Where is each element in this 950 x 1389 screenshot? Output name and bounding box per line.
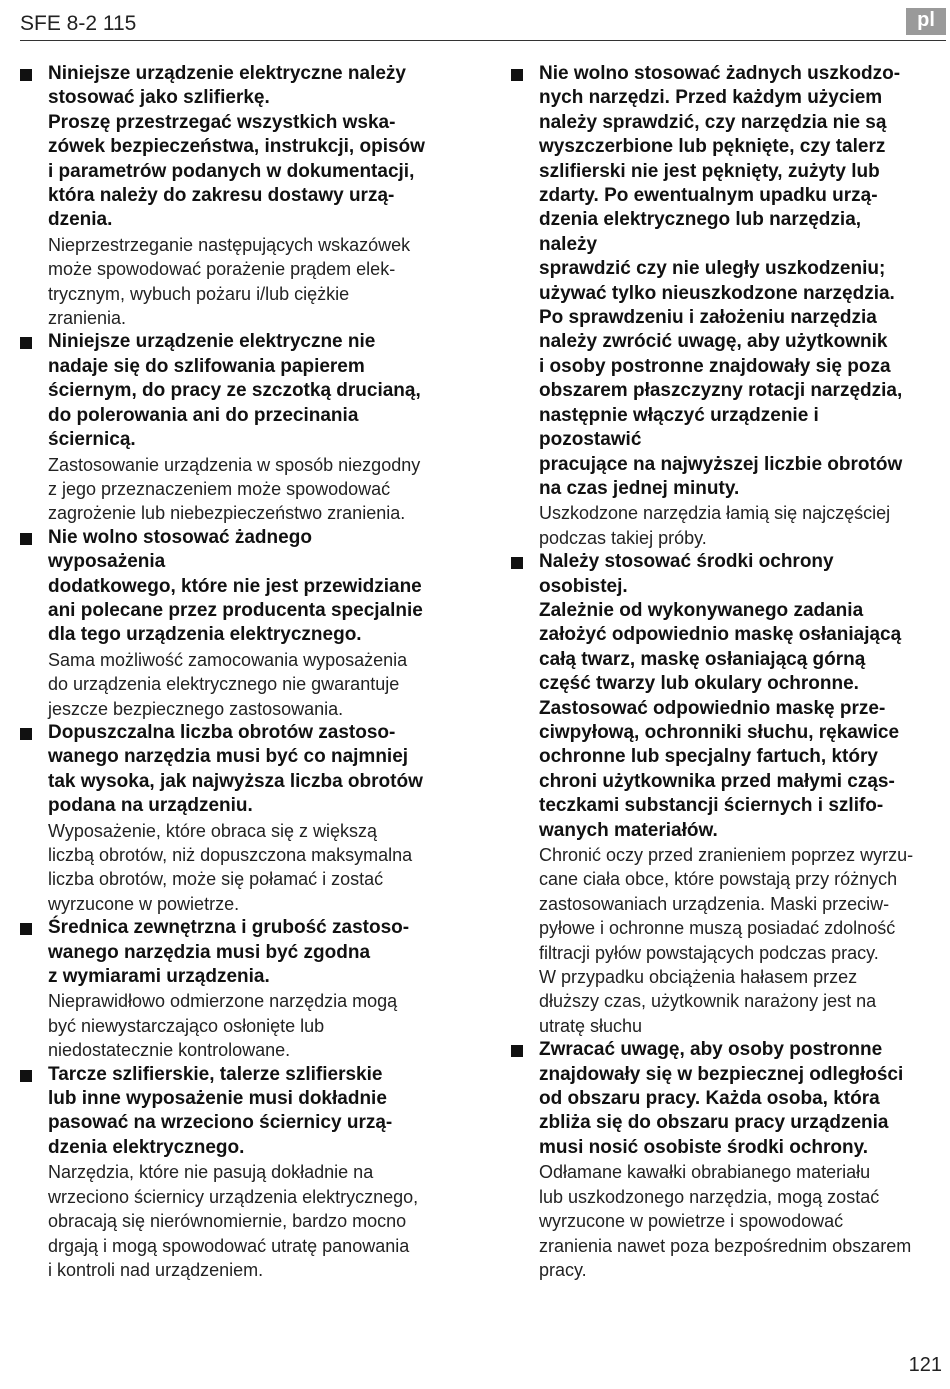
instruction-line: i parametrów podanych w dokumentacji, <box>48 160 415 182</box>
instruction-line: Zastosować odpowiednio maskę prze- <box>539 697 886 719</box>
instruction-line: wanych materiałów. <box>539 819 718 841</box>
instruction-line: Nie wolno stosować żadnego wyposażenia <box>48 526 312 573</box>
list-item <box>511 62 923 550</box>
explanation-line: być niewystarczająco osłonięte lub <box>48 1015 325 1036</box>
explanation-line: zagrożenie lub niebezpieczeństwo zranienia. <box>48 503 406 524</box>
explanation-line: trycznym, wybuch pożaru i/lub ciężkie <box>48 283 350 304</box>
explanation-line: Sama możliwość zamocowania wyposażenia <box>48 649 408 670</box>
instruction-line: używać tylko nieuszkodzone narzędzia. <box>539 282 895 304</box>
explanation-line: Wyposażenie, które obraca się z większą <box>48 820 377 841</box>
instruction-line: która należy do zakresu dostawy urzą- <box>48 185 395 207</box>
instruction-line: sprawdzić czy nie uległy uszkodzeniu; <box>539 258 886 280</box>
instruction-line: Niniejsze urządzenie elektryczne nie <box>48 331 376 353</box>
instruction-line: całą twarz, maskę osłaniającą górną <box>539 648 866 670</box>
instruction-line: ściernicą. <box>48 429 136 451</box>
instruction-line: Proszę przestrzegać wszystkich wska- <box>48 111 396 133</box>
instruction-line: dzenia elektrycznego lub narzędzia, należy <box>539 209 862 255</box>
instruction-line: pracujące na najwyższej liczbie obrotów <box>539 453 903 475</box>
explanation-line: pyłowe i ochronne muszą posiadać zdolność <box>539 918 896 939</box>
instruction-line: na czas jednej minuty. <box>539 477 740 499</box>
instruction-line: do polerowania ani do przecinania <box>48 404 359 426</box>
explanation-line: jeszcze bezpiecznego zastosowania. <box>48 698 344 719</box>
instruction-line: Nie wolno stosować żadnych uszkodzo- <box>539 63 901 84</box>
instruction-line: zówek bezpieczeństwa, instrukcji, opisów <box>48 136 425 158</box>
square-bullet-icon <box>20 533 32 545</box>
instruction-line: nadaje się do szlifowania papierem <box>48 355 365 377</box>
instruction-line: Po sprawdzeniu i założeniu narzędzia <box>539 307 877 329</box>
instruction-line: dodatkowego, które nie jest przewidziane <box>48 575 422 597</box>
square-bullet-icon <box>20 1070 32 1082</box>
instruction-line: tak wysoka, jak najwyższa liczba obrotów <box>48 770 423 792</box>
model-name: SFE 8-2 115 <box>20 12 137 35</box>
instruction-line: Zwracać uwagę, aby osoby postronne <box>539 1039 883 1061</box>
explanation-line: z jego przeznaczeniem może spowodować <box>48 478 391 499</box>
explanation-line: Uszkodzone narzędzia łamią się najczęściej <box>539 503 891 524</box>
square-bullet-icon <box>20 69 32 81</box>
instruction-line: teczkami substancji ściernych i szlifo- <box>539 795 884 817</box>
explanation-line: liczbą obrotów, niż dopuszczona maksymalna <box>48 845 413 865</box>
explanation-line: lub uszkodzonego narzędzia, mogą zostać <box>539 1186 880 1207</box>
list-item <box>20 526 432 721</box>
explanation-line: wyrzucone w powietrze. <box>48 893 240 914</box>
explanation-line: Zastosowanie urządzenia w sposób niezgodny <box>48 454 421 475</box>
instruction-line: ściernym, do pracy ze szczotką drucianą, <box>48 380 421 402</box>
instruction-line: od obszaru pracy. Każda osoba, która <box>539 1088 880 1110</box>
explanation-line: Narzędzia, które nie pasują dokładnie na <box>48 1162 374 1183</box>
page-header <box>20 8 946 41</box>
explanation-line: Odłamane kawałki obrabianego materiału <box>539 1162 871 1183</box>
square-bullet-icon <box>20 728 32 740</box>
instruction-line: stosować jako szlifierkę. <box>48 87 270 109</box>
explanation-line: podczas takiej próby. <box>539 527 707 548</box>
explanation-line: filtracji pyłów powstających podczas pracy. <box>539 942 879 963</box>
page-number: 121 <box>908 1354 942 1376</box>
language-badge: pl <box>906 8 946 35</box>
square-bullet-icon <box>511 69 523 81</box>
explanation-line: obracają się nierównomiernie, bardzo mocno <box>48 1211 407 1232</box>
explanation-line: cane ciała obce, które powstają przy różnych <box>539 869 898 890</box>
square-bullet-icon <box>20 337 32 349</box>
list-item <box>20 330 432 525</box>
instruction-line: Dopuszczalna liczba obrotów zastoso- <box>48 721 396 743</box>
list-item <box>511 550 923 1038</box>
instruction-line: ani polecane przez producenta specjalnie <box>48 599 423 621</box>
instruction-line: dzenia. <box>48 209 113 231</box>
instruction-line: szlifierski nie jest pęknięty, zużyty lub <box>539 160 880 182</box>
square-bullet-icon <box>511 557 523 569</box>
instruction-line: wanego narzędzia musi być co najmniej <box>48 746 409 768</box>
explanation-line: Nieprawidłowo odmierzone narzędzia mogą <box>48 991 398 1012</box>
instruction-line: należy sprawdzić, czy narzędzia nie są <box>539 111 887 133</box>
list-item <box>511 1038 923 1282</box>
explanation-line: i kontroli nad urządzeniem. <box>48 1259 264 1280</box>
explanation-line: Chronić oczy przed zranieniem poprzez wyrzu- <box>539 845 914 865</box>
explanation-line: drgają i mogą spowodować utratę panowania <box>48 1235 410 1256</box>
instruction-line: nych narzędzi. Przed każdym użyciem <box>539 87 883 109</box>
list-item <box>20 1063 432 1283</box>
square-bullet-icon <box>20 923 32 935</box>
explanation-line: zastosowaniach urządzenia. Maski przeciw- <box>539 893 890 914</box>
explanation-line: pracy. <box>539 1259 587 1280</box>
explanation-line: Nieprzestrzeganie następujących wskazówek <box>48 234 411 255</box>
explanation-line: do urządzenia elektrycznego nie gwarantuje <box>48 674 400 695</box>
instruction-line: dzenia elektrycznego. <box>48 1136 245 1158</box>
instruction-line: musi nosić osobiste środki ochrony. <box>539 1136 869 1158</box>
instruction-line: chroni użytkownika przed małymi cząs- <box>539 770 895 792</box>
instruction-line: i osoby postronne znajdowały się poza <box>539 355 891 377</box>
explanation-line: wrzeciono ściernicy urządzenia elektrycznego, <box>48 1186 419 1207</box>
explanation-line: wyrzucone w powietrze i spowodować <box>539 1211 844 1232</box>
instruction-line: Tarcze szlifierskie, talerze szlifierskie <box>48 1063 383 1085</box>
instruction-line: część twarzy lub okulary ochronne. <box>539 673 859 695</box>
instruction-line: zdarty. Po ewentualnym upadku urzą- <box>539 185 878 207</box>
instruction-line: wanego narzędzia musi być zgodna <box>48 941 371 963</box>
instruction-line: Średnica zewnętrzna i grubość zastoso- <box>48 917 410 939</box>
instruction-line: znajdowały się w bezpiecznej odległości <box>539 1063 904 1085</box>
explanation-line: dłuższy czas, użytkownik narażony jest na <box>539 991 877 1012</box>
instruction-line: wyszczerbione lub pęknięte, czy talerz <box>539 136 886 158</box>
instruction-line: Zależnie od wykonywanego zadania <box>539 599 864 621</box>
explanation-line: liczba obrotów, może się połamać i zostać <box>48 869 384 890</box>
list-item <box>20 721 432 916</box>
instruction-line: założyć odpowiednio maskę osłaniającą <box>539 624 902 646</box>
instruction-line: ochronne lub specjalny fartuch, który <box>539 746 878 768</box>
explanation-line: zranienia nawet poza bezpośrednim obszarem <box>539 1235 912 1256</box>
instruction-line: ciwpyłową, ochronniki słuchu, rękawice <box>539 721 900 743</box>
instruction-line: obszarem płaszczyzny rotacji narzędzia, <box>539 380 903 402</box>
instruction-line: Niniejsze urządzenie elektryczne należy <box>48 63 406 84</box>
instruction-line: pasować na wrzeciono ściernicy urzą- <box>48 1112 393 1134</box>
explanation-line: W przypadku obciążenia hałasem przez <box>539 967 858 988</box>
explanation-line: utratę słuchu <box>539 1015 643 1036</box>
explanation-line: niedostatecznie kontrolowane. <box>48 1040 291 1061</box>
instruction-line: podana na urządzeniu. <box>48 795 253 817</box>
instruction-line: dla tego urządzenia elektrycznego. <box>48 624 362 646</box>
instruction-line: należy zwrócić uwagę, aby użytkownik <box>539 331 888 353</box>
left-column <box>20 62 432 1282</box>
instruction-line: lub inne wyposażenie musi dokładnie <box>48 1088 387 1110</box>
square-bullet-icon <box>511 1045 523 1057</box>
instruction-line: następnie włączyć urządzenie i pozostawić <box>539 404 819 451</box>
explanation-line: może spowodować porażenie prądem elek- <box>48 259 396 280</box>
list-item <box>20 916 432 1062</box>
explanation-line: zranienia. <box>48 308 127 329</box>
instruction-line: z wymiarami urządzenia. <box>48 966 270 988</box>
instruction-line: zbliża się do obszaru pracy urządzenia <box>539 1112 889 1134</box>
list-item <box>20 62 432 330</box>
right-column <box>511 62 923 1282</box>
instruction-line: Należy stosować środki ochrony osobistej. <box>539 551 834 597</box>
